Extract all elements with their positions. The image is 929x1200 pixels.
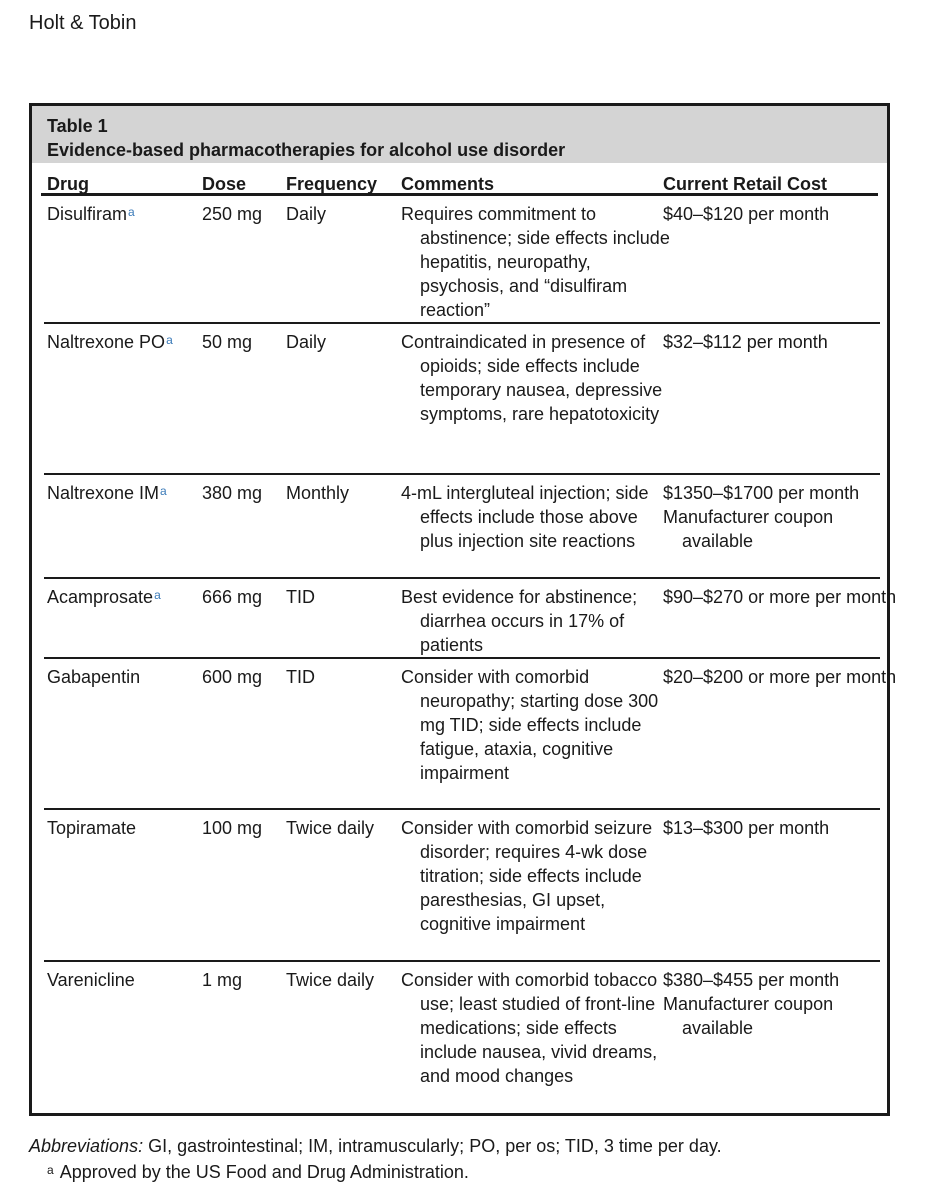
- table-label: Table 1: [47, 116, 108, 136]
- drug-cell: Disulfiram$^a$: [47, 204, 135, 224]
- frequency-cell: TID: [286, 667, 315, 687]
- comments-cell: Consider with comorbid seizure disorder; requires 4-wk dose titration; side effects include paresthesias, GI upset, cognitive impairment: [401, 818, 653, 934]
- dose-cell: 50 mg: [202, 332, 253, 352]
- cost-note: Manufacturer coupon available: [663, 507, 834, 551]
- column-header-frequency: Frequency: [286, 174, 378, 194]
- cost-cell: $13–$300 per month: [663, 818, 830, 838]
- cost-note: Manufacturer coupon available: [663, 994, 834, 1038]
- cost-cell: $20–$200 or more per month: [663, 667, 897, 687]
- table-caption: [32, 106, 887, 163]
- drug-cell: Acamprosate$^a$: [47, 587, 161, 607]
- dose-cell: 1 mg: [202, 970, 243, 990]
- abbreviations-text: GI, gastrointestinal; IM, intramuscularly; PO, per os; TID, 3 time per day.: [143, 1136, 722, 1156]
- fda-footnote: [29, 1159, 722, 1185]
- table-row: [44, 962, 880, 1114]
- cost-value: $380–$455 per month: [663, 970, 840, 990]
- cost-value: $1350–$1700 per month: [663, 483, 860, 503]
- drug-cell: Naltrexone PO$^a$: [47, 332, 173, 352]
- table-row: [44, 579, 897, 659]
- frequency-cell: Twice daily: [286, 818, 375, 838]
- abbreviations-note: [29, 1133, 722, 1159]
- column-header-dose: Dose: [202, 174, 247, 194]
- table-row: [44, 475, 880, 579]
- table-row: [44, 324, 880, 475]
- comments-cell: Contraindicated in presence of opioids; side effects include temporary nausea, depressive symptoms, rare hepatotoxicity: [401, 332, 663, 424]
- running-head: Holt & Tobin: [29, 12, 137, 34]
- dose-cell: 380 mg: [202, 483, 263, 503]
- drug-cell: Varenicline: [47, 970, 135, 990]
- column-header-drug: Drug: [47, 174, 89, 194]
- table-row: [44, 810, 880, 962]
- column-header-row: [41, 163, 878, 196]
- table-container: [29, 103, 897, 1116]
- footnote-text: Approved by the US Food and Drug Administration.: [59, 1162, 469, 1182]
- dose-cell: 600 mg: [202, 667, 263, 687]
- table-row: [44, 196, 880, 324]
- frequency-cell: Monthly: [286, 483, 350, 503]
- dose-cell: 666 mg: [202, 587, 263, 607]
- comments-cell: Consider with comorbid tobacco use; least studied of front-line medications; side effects include nausea, vivid dreams, and mood changes: [401, 970, 658, 1086]
- table-footnotes: [29, 1133, 722, 1185]
- cost-cell: [663, 481, 885, 553]
- abbreviations-label: Abbreviations:: [29, 1136, 144, 1156]
- footnote-marker: a: [47, 1163, 54, 1177]
- drug-cell: Naltrexone IM$^a$: [47, 483, 167, 503]
- comments-cell: Best evidence for abstinence; diarrhea occurs in 17% of patients: [401, 587, 638, 655]
- column-header-comments: Comments: [401, 174, 495, 194]
- cost-cell: $40–$120 per month: [663, 204, 830, 224]
- cost-cell: $90–$270 or more per month: [663, 587, 897, 607]
- frequency-cell: Twice daily: [286, 970, 375, 990]
- comments-cell: Consider with comorbid neuropathy; starting dose 300 mg TID; side effects include fatigue, ataxia, cognitive impairment: [401, 667, 659, 783]
- comments-cell: 4-mL intergluteal injection; side effects include those above plus injection site reactions: [401, 483, 649, 551]
- frequency-cell: Daily: [286, 204, 327, 224]
- table-title: Evidence-based pharmacotherapies for alcohol use disorder: [47, 140, 566, 160]
- frequency-cell: TID: [286, 587, 315, 607]
- drug-cell: Topiramate: [47, 818, 137, 838]
- drug-cell: Gabapentin: [47, 667, 141, 687]
- dose-cell: 250 mg: [202, 204, 263, 224]
- table-row: [44, 659, 897, 810]
- column-header-cost: Current Retail Cost: [663, 174, 828, 194]
- cost-cell: $32–$112 per month: [663, 332, 828, 352]
- frequency-cell: Daily: [286, 332, 327, 352]
- cost-cell: [663, 968, 885, 1040]
- dose-cell: 100 mg: [202, 818, 263, 838]
- comments-cell: Requires commitment to abstinence; side effects include hepatitis, neuropathy, psychosis, and “disulfiram reaction”: [401, 204, 670, 320]
